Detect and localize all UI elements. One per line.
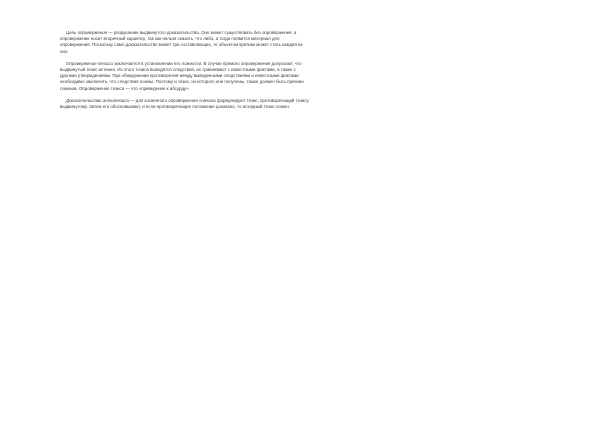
paragraph-text: — для косвенного опровержения сначала формулируют тезис, противоречащий тезису выдвинутому. Затем его обосновывают, и если противоречащее положение доказано, то исходный тезис ложен. (60, 97, 309, 110)
term: Доказательство антитезиса (66, 97, 129, 103)
left-column (60, 30, 310, 116)
paragraph-thesis-refutation (60, 61, 310, 92)
paragraph-text: — разрушение выдвинутого доказательства. Оно может существовать без опровержения, а опровержение носит вторичный характер, так как нельзя сказать, что либо, а тогда появится материал для опровержения. Поскольку само доказательство может три составляющих, то объектом критики может стать каждая из них: (60, 30, 303, 54)
term: Опровержение тезиса (66, 60, 113, 66)
paragraph-antithesis (60, 98, 310, 110)
paragraph-refutation-goal (60, 30, 310, 55)
term: Цель опровержения (66, 30, 108, 35)
paragraph-text: заключается в установлении его ложности. В случае прямого опровержения допускают, что выдвинутый тезис истинен. Из этого тезиса выводятся следствия, их сравнивают с известными фактами, а также с другими утверждениями. При обнаружении противоречия между выведенными следствиями и известными фактами необходимо заключить, что следствия ложны. Поэтому и тезис, из которого они получены, также должен быть признан ложным. Опровержение тезиса — это «приведение к абсурду». (60, 60, 304, 91)
